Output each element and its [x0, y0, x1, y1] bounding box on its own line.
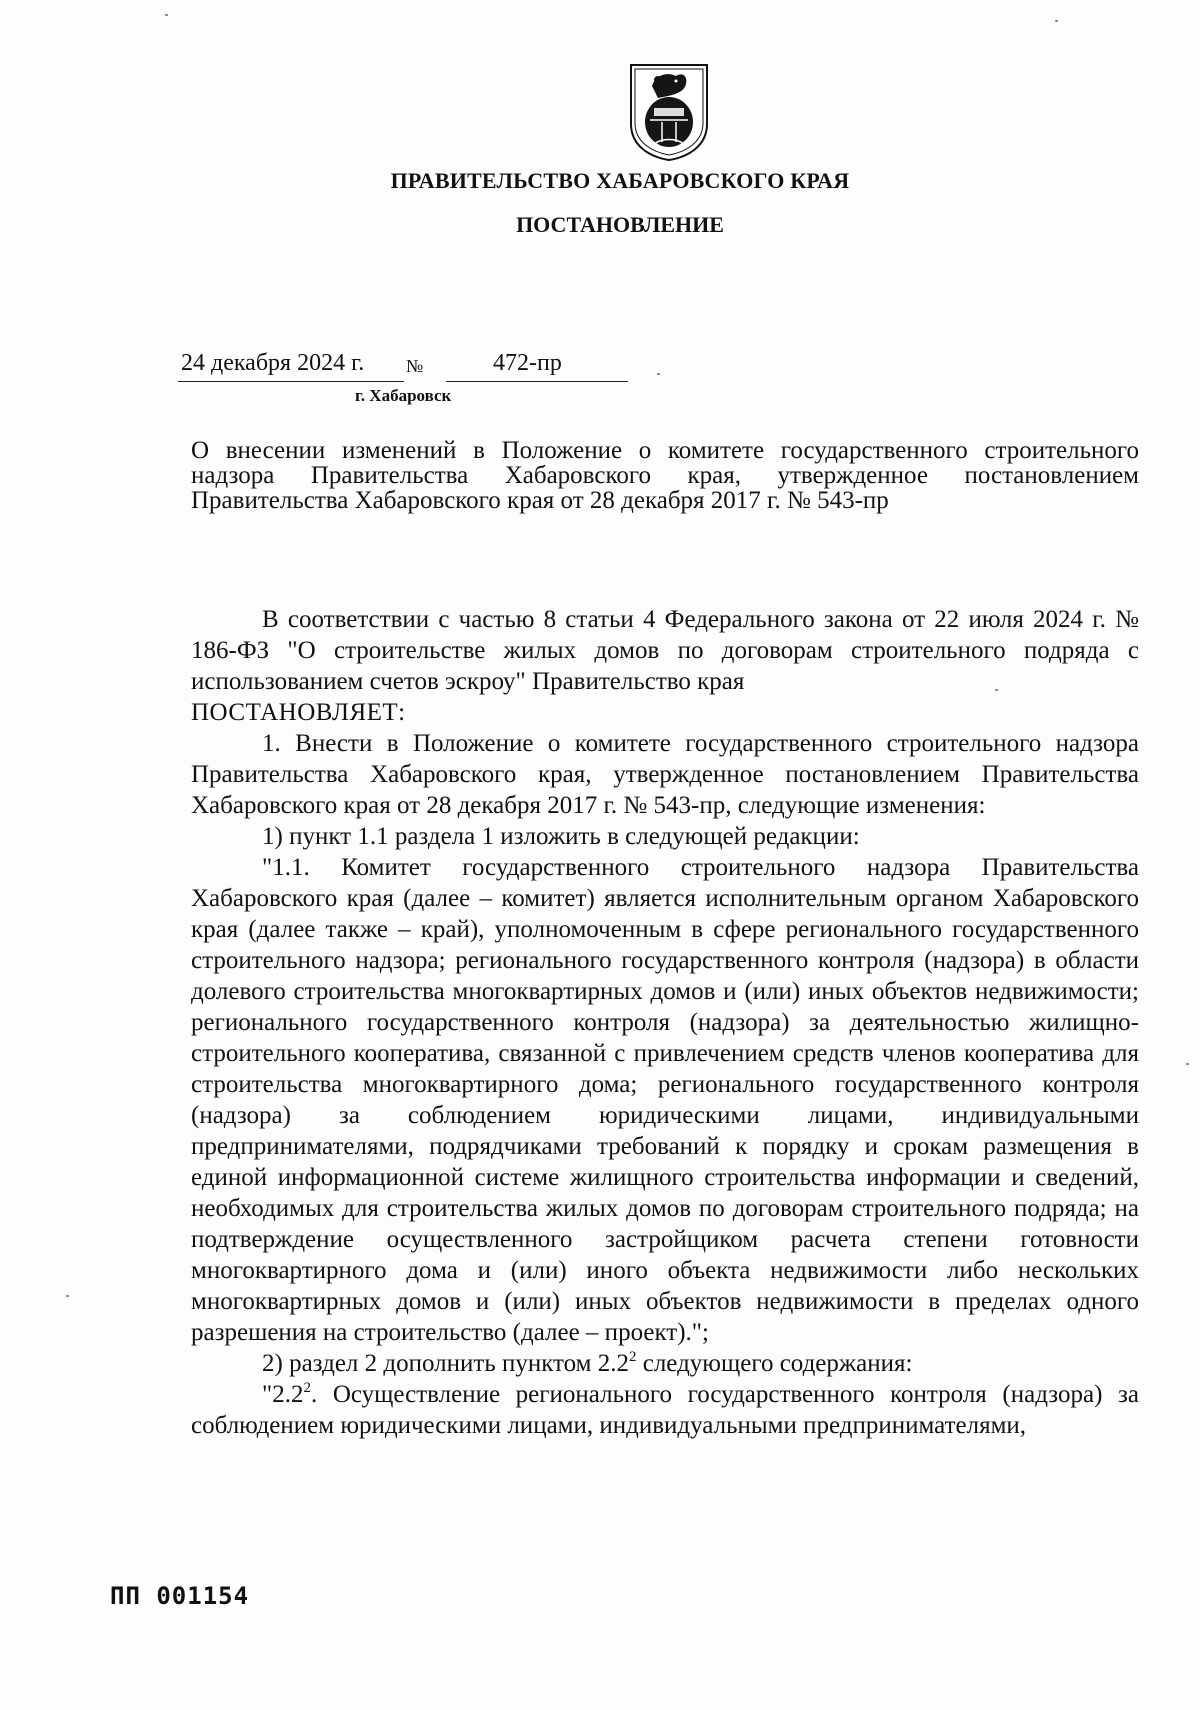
document-body [191, 604, 1139, 1441]
number-underline [446, 381, 628, 382]
government-title: ПРАВИТЕЛЬСТВО ХАБАРОВСКОГО КРАЯ [390, 168, 850, 193]
decree-word: ПОСТАНОВЛЯЕТ: [191, 699, 406, 726]
item-1-2-prefix: 2) раздел 2 дополнить пунктом 2.2 [262, 1350, 629, 1377]
scan-speck [1186, 1063, 1189, 1065]
item-1-2-superscript: 2 [628, 1349, 637, 1365]
item-2-2-prefix: "2.2 [262, 1381, 304, 1408]
item-1-1-paragraph: 1) пункт 1.1 раздела 1 изложить в следующей редакции: [262, 823, 860, 850]
item-2-2-superscript: 2 [303, 1380, 311, 1396]
document-type-heading: ПОСТАНОВЛЕНИЕ [516, 212, 724, 237]
item-1-2-suffix: следующего содержания: [636, 1350, 913, 1377]
number-sign: № [406, 356, 424, 376]
preamble-paragraph: В соответствии с частью 8 статьи 4 Федерального закона от 22 июля 2024 г. № 186-ФЗ "О строительстве жилых домов по договорам строительного подряда с использованием счетов эскроу" Правительство края [191, 606, 1139, 695]
scan-speck [165, 14, 168, 16]
document-subject: О внесении изменений в Положение о комитете государственного строительного надзора Правительства Хабаровского края, утвержденное постановлением Правительства Хабаровского края от 28 декабря 2017 г. № 543-пр [191, 437, 1139, 514]
date-underline [178, 381, 404, 382]
scan-speck [1055, 20, 1058, 22]
item-1-paragraph: 1. Внести в Положение о комитете государственного строительного надзора Правительства Хабаровского края, утвержденное постановлением Правительства Хабаровского края от 28 декабря 2017 г. № 543-пр, следующие изменения: [191, 730, 1139, 819]
item-2-2-paragraph [191, 1379, 1139, 1441]
scan-speck [66, 1295, 69, 1297]
scan-speck [995, 689, 998, 691]
city-label: г. Хабаровск [355, 386, 452, 405]
document-number: 472-пр [493, 350, 562, 376]
coat-of-arms-icon [628, 62, 710, 162]
scan-speck [657, 373, 660, 375]
item-1-2-paragraph [191, 1348, 1139, 1379]
document-date: 24 декабря 2024 г. [181, 350, 365, 376]
document-serial-stamp: ПП 001154 [110, 1582, 250, 1610]
item-1-1-text-paragraph: "1.1. Комитет государственного строительного надзора Правительства Хабаровского края (далее – комитет) является исполнительным органом Хабаровского края (далее также – край), уполномоченным в сфере регионального государственного строительного надзора; регионального государственного контроля (надзора) в области долевого строительства многоквартирных домов и (или) иных объектов недвижимости; регионального государственного контроля (надзора) за деятельностью жилищно-строительного кооператива, связанной с привлечением средств членов кооператива для строительства многоквартирного дома; регионального государственного контроля (надзора) за соблюдением юридическими лицами, индивидуальными предпринимателями, подрядчиками требований к порядку и срокам размещения в единой информационной системе жилищного строительства информации и сведений, необходимых для строительства жилых домов по договорам строительного подряда; на подтверждение осуществленного застройщиком расчета степени готовности многоквартирного дома и (или) иного объекта недвижимости либо нескольких многоквартирных домов и (или) иных объектов недвижимости в пределах одного разрешения на строительство (далее – проект)."; [191, 854, 1139, 1346]
item-2-2-text: . Осуществление регионального государственного контроля (надзора) за соблюдением юридическими лицами, индивидуальными предпринимателями, [191, 1381, 1139, 1439]
